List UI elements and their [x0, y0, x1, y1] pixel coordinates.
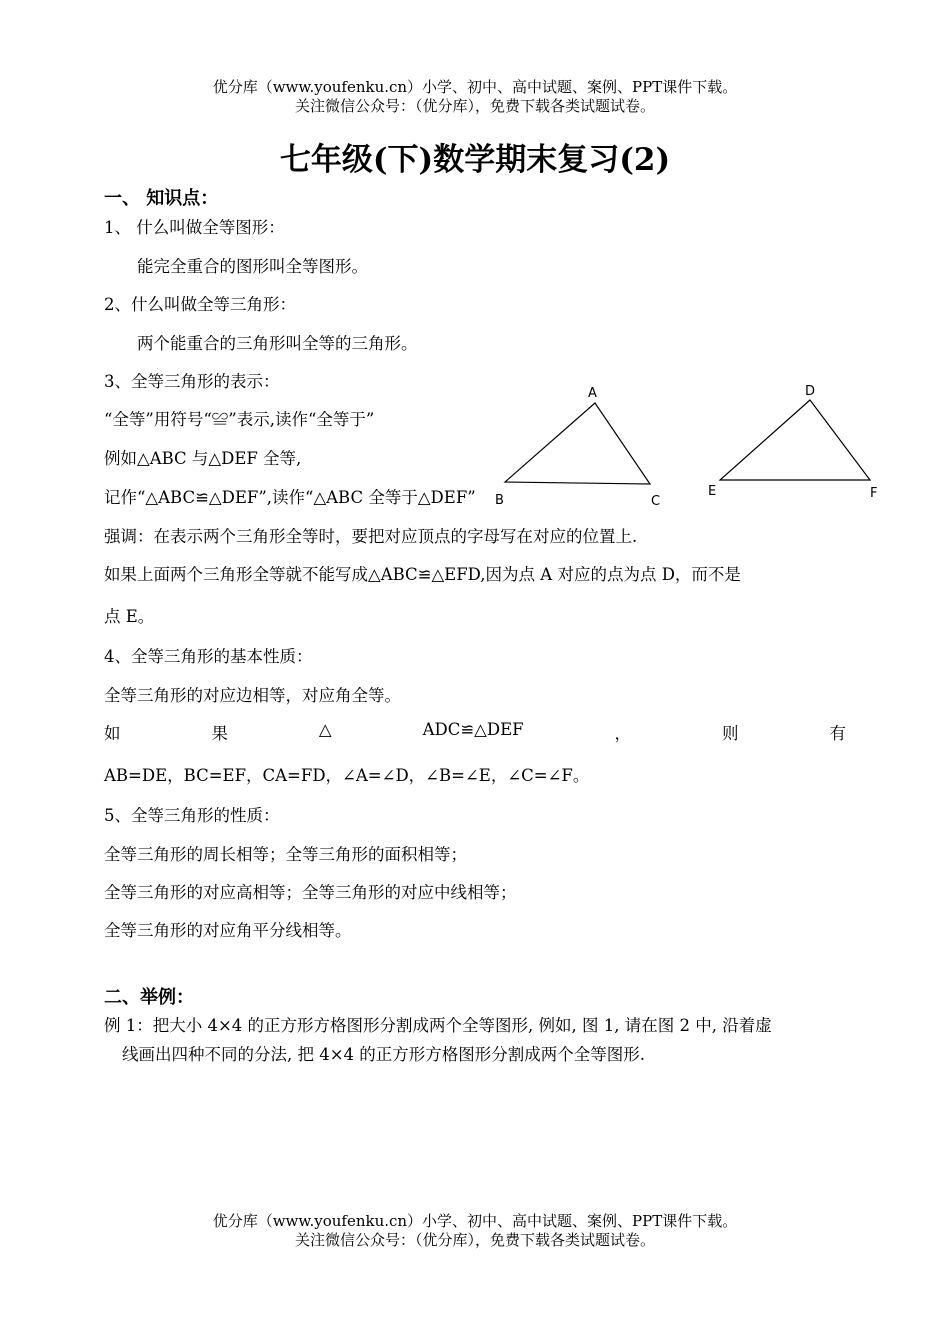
- question-3: 3、全等三角形的表示：: [104, 372, 280, 391]
- symbol-line: “全等”用符号“≌”表示,读作“全等于”: [104, 410, 375, 429]
- header-line-2: 关注微信公众号：（优分库），免费下载各类试题试卷。: [294, 97, 655, 115]
- section-2-heading: 二、举例：: [104, 987, 194, 1008]
- page-title: 七年级(下)数学期末复习(2): [279, 142, 671, 178]
- example-1-line-1: 例 1：把大小 4×4 的正方形方格图形分割成两个全等图形, 例如, 图 1, 请在图 2 中, 沿着虚: [104, 1016, 772, 1035]
- equalities-line: AB=DE，BC=EF，CA=FD，∠A=∠D，∠B=∠E，∠C=∠F。: [104, 766, 590, 785]
- question-4: 4、全等三角形的基本性质：: [104, 647, 313, 666]
- word: △: [318, 720, 332, 739]
- property-line-b: 全等三角形的对应高相等；全等三角形的对应中线相等；: [104, 883, 517, 902]
- counter-example-line-end: 点 E。: [104, 607, 155, 626]
- justified-line: [104, 720, 846, 744]
- word: 有: [829, 724, 846, 743]
- example-line: 例如△ABC 与△DEF 全等,: [104, 449, 302, 468]
- notation-line: 记作“△ABC≌△DEF”,读作“△ABC 全等于△DEF”: [104, 488, 476, 507]
- vertex-a-label: A: [588, 386, 597, 401]
- emphasis-line: 强调：在表示两个三角形全等时，要把对应顶点的字母写在对应的位置上.: [104, 527, 638, 546]
- word: ADC≌△DEF: [422, 720, 524, 739]
- counter-example-line: 如果上面两个三角形全等就不能写成△ABC≌△EFD,因为点 A 对应的点为点 D，而不是: [104, 565, 741, 584]
- question-2: 2、什么叫做全等三角形：: [104, 295, 296, 314]
- word: 如: [104, 724, 121, 743]
- triangle-abc: [505, 403, 650, 484]
- question-5: 5、全等三角形的性质：: [104, 806, 280, 825]
- property-line-a: 全等三角形的周长相等；全等三角形的面积相等；: [104, 845, 467, 864]
- answer-2: 两个能重合的三角形叫全等的三角形。: [137, 334, 418, 353]
- footer-line-2: 关注微信公众号：（优分库），免费下载各类试题试卷。: [294, 1231, 655, 1249]
- triangles-figure: [490, 380, 890, 510]
- answer-1: 能完全重合的图形叫全等图形。: [137, 257, 368, 276]
- word: ，: [614, 724, 632, 743]
- footer-line-1: 优分库（www.youfenku.cn）小学、初中、高中试题、案例、PPT课件下载。: [212, 1212, 738, 1230]
- property-line-c: 全等三角形的对应角平分线相等。: [104, 921, 352, 940]
- word: 果: [211, 724, 228, 743]
- section-1-heading: 一、 知识点：: [104, 188, 219, 209]
- vertex-c-label: C: [651, 494, 661, 509]
- property-line: 全等三角形的对应边相等，对应角全等。: [104, 686, 401, 705]
- vertex-b-label: B: [495, 493, 504, 508]
- header-line-1: 优分库（www.youfenku.cn）小学、初中、高中试题、案例、PPT课件下载。: [212, 78, 738, 96]
- vertex-f-label: F: [870, 486, 878, 501]
- example-1-line-2: 线画出四种不同的分法, 把 4×4 的正方形方格图形分割成两个全等图形.: [122, 1045, 646, 1064]
- vertex-d-label: D: [805, 384, 816, 399]
- question-1: 1、 什么叫做全等图形：: [104, 218, 285, 237]
- word: 则: [721, 724, 739, 743]
- vertex-e-label: E: [708, 484, 717, 499]
- triangle-def: [720, 400, 870, 480]
